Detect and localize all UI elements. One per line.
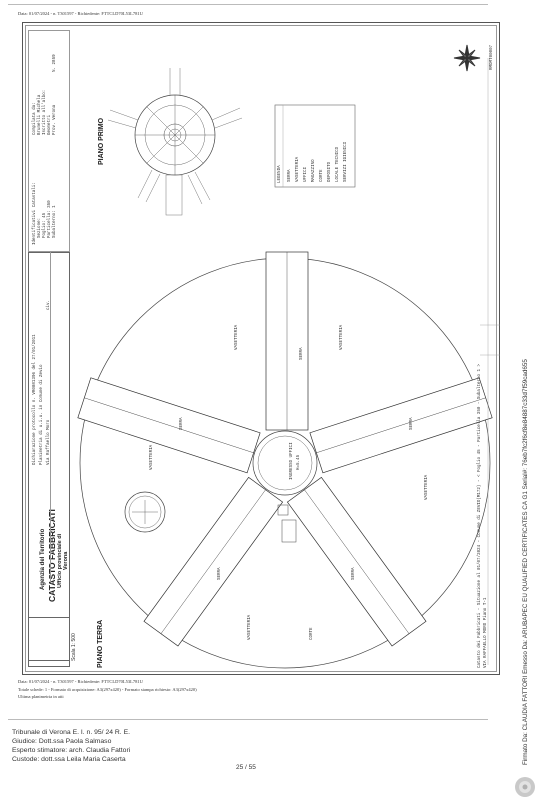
legend-list (286, 108, 352, 184)
catasto-label: CATASTO FABBRICATI (47, 509, 57, 602)
seal-icon (512, 774, 538, 798)
right-code: RMOMT00007 (490, 44, 494, 70)
legend-title: LEGENDA (278, 165, 282, 183)
legend-item: SERRA (288, 169, 292, 182)
wing-vasetteria-1: VASETTERIA (340, 324, 344, 350)
iscritto-text: Iscritto all'albo: (43, 89, 47, 135)
piano-terra-label: PIANO TERRA (97, 619, 104, 668)
address-text: Via Raffaello Moro (47, 419, 51, 465)
subalterno-text: Subalterno: 1 (53, 205, 57, 238)
bottom-stamp-3: Ultima planimetria in atti (18, 694, 64, 699)
footer-court: Tribunale di Verona E. I. n. 95/ 24 R. E. (12, 729, 131, 736)
wing-vasetteria-4: VASETTERIA (150, 444, 154, 470)
sezione-text: Sezione: (38, 217, 42, 238)
planimetry-text: Planimetria di u.i.u. in Comune di Zevio (40, 364, 44, 465)
legend-item: SERVIZI IGIENICI (344, 141, 348, 182)
header-stamp: Data: 01/07/2024 - n. T301597 - Richiedente: FTTCLD70L53L781U (18, 11, 143, 16)
compilata-name: Brunelli Michela (38, 94, 42, 135)
piano-primo-label: PIANO PRIMO (98, 117, 105, 165)
footer-judge: Giudice: Dott.ssa Paola Salmaso (12, 738, 112, 745)
footer (12, 728, 130, 764)
wing-left-label: SERRA (180, 417, 184, 430)
wing-vasetteria-2: VASETTERIA (235, 324, 239, 350)
legend-item: DEPOSITO (328, 161, 332, 182)
bottom-stamp-2: Totale schede: 1 - Formato di acquisizione: A3(297x420) - Formato stampa richiesto: A3(297x420) (18, 687, 197, 692)
wing-right-label: SERRA (410, 417, 414, 430)
compilata-text: Compilata da: (33, 102, 37, 135)
altezza-label: H=5.45 (297, 454, 301, 470)
particella-text: Particella: 350 (48, 200, 52, 238)
agency-label: Agenzia del Territorio (40, 528, 46, 590)
scale-label: Scala 1: 500 (71, 633, 77, 661)
page-number: 25 / 55 (236, 764, 256, 771)
num-text: N. 2859 (53, 54, 57, 72)
wing-vasetteria-3: VASETTERIA (425, 474, 429, 500)
legend-item: UFFICI (304, 166, 308, 182)
geometri-text: Geometri (48, 114, 52, 135)
wing-bl-label: SERRA (218, 567, 222, 580)
office-label: Ufficio provinciale di (57, 533, 63, 588)
north-arrow-icon (454, 45, 480, 71)
city-label: Verona (63, 551, 69, 570)
declaration-text: Dichiarazione protocollo n. VR0081396 del 27/01/2011 (33, 334, 37, 465)
legend-item: MAGAZZINO (312, 159, 316, 182)
corte-label: CORTE (310, 627, 314, 640)
prov-text: Prov. Verona (53, 104, 57, 135)
foglio-text: Foglio: 45 (43, 212, 47, 238)
centro-label: INGRESSO UFFICI (290, 442, 294, 480)
bottom-right-code: Catasto dei Fabbricati - Situazione al 01/07/2024 - Comune di ZEVIO(M172) - < Foglio 45 - Particella 350 - Subalterno 1 > (478, 363, 482, 668)
bottom-stamp: Data: 01/07/2024 - n. T301597 - Richiedente: FTTCLD70L53L781U (18, 679, 143, 684)
wing-top-label: SERRA (300, 347, 304, 360)
legend-item: VASETTERIA (296, 156, 300, 182)
bottom-right-code-2: VIA RAFFAELLO MORO Piano T-1 (484, 597, 488, 668)
footer-rule (8, 719, 488, 720)
legend-item: LOCALE TECNICO (336, 146, 340, 182)
wing-br-label: SERRA (352, 567, 356, 580)
signature-band: Firmato Da: CLAUDIA FATTORI Emesso Da: ARUBAPEC EU QUALIFIED CERTIFICATES CA G1 Serial#: 76eb7fc2f6cf8e84887c33d7f59cad655 (522, 359, 529, 765)
wing-vasetteria-5: VASETTERIA (248, 614, 252, 640)
civ-text: civ. (47, 299, 51, 310)
footer-expert: Esperto stimatore: arch. Claudia Fattori (12, 747, 131, 754)
footer-custodian: Custode: dott.ssa Leila Maria Caserta (12, 756, 126, 763)
legend-item: CORTE (320, 169, 324, 182)
identificativi-text: Identificativi Catastali: (33, 182, 37, 245)
